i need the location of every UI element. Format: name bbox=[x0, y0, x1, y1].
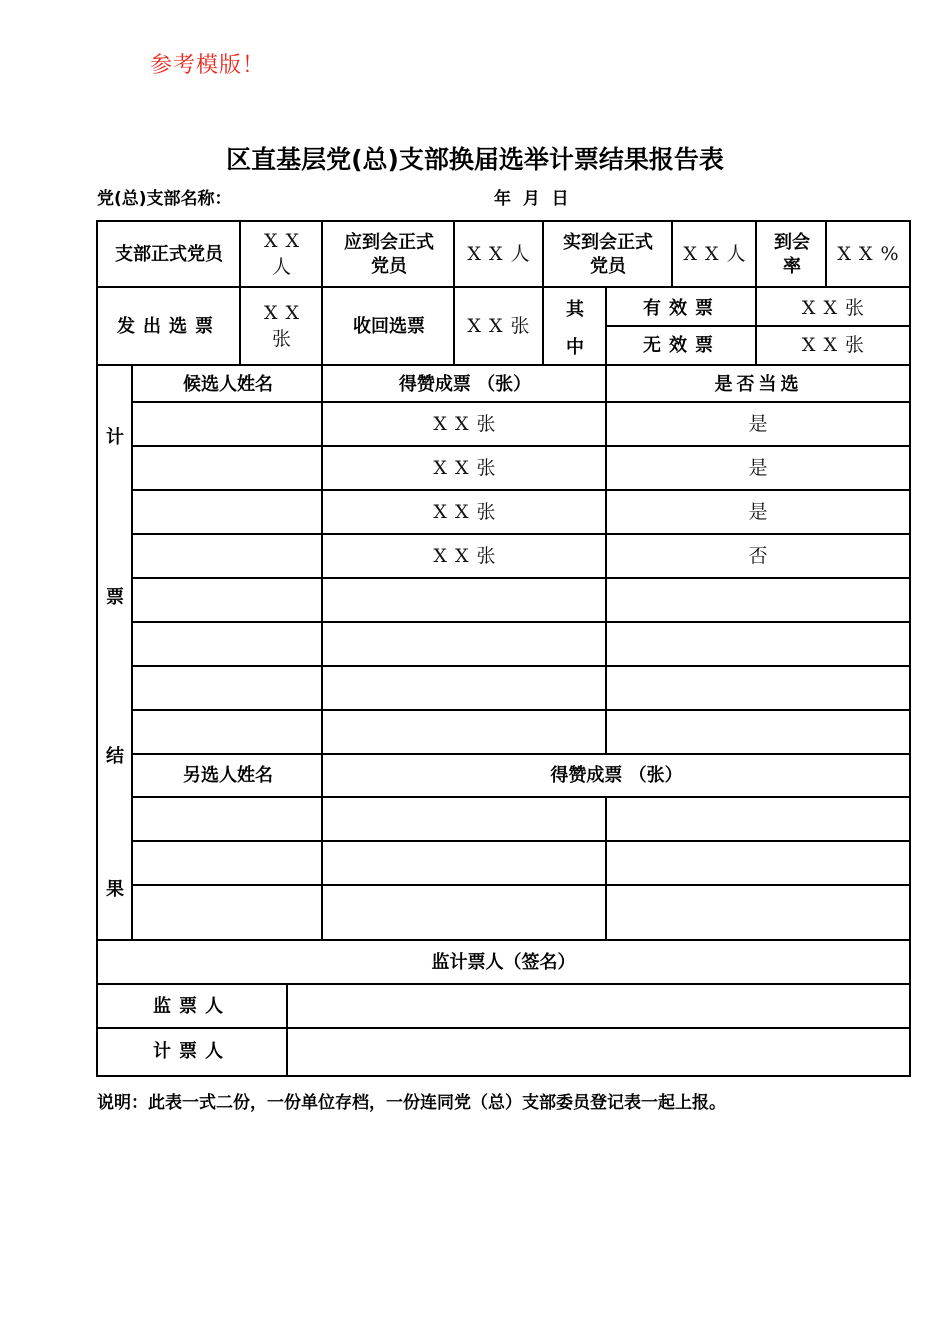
grid-line bbox=[131, 366, 133, 941]
candidate-elected-cell[interactable] bbox=[608, 624, 909, 666]
other-extra-cell[interactable] bbox=[608, 886, 909, 938]
grid-line bbox=[132, 533, 909, 535]
other-votes-cell[interactable] bbox=[324, 886, 606, 938]
side-label-char: 果 bbox=[106, 878, 124, 900]
candidate-name-cell[interactable] bbox=[134, 404, 322, 446]
other-extra-cell[interactable] bbox=[608, 842, 909, 884]
side-label-char: 计 bbox=[106, 426, 124, 448]
actual-attendance-label: 实到会正式党员 bbox=[563, 231, 653, 277]
candidate-elected-cell[interactable]: 是 bbox=[748, 501, 769, 524]
candidate-elected-cell[interactable] bbox=[608, 712, 909, 754]
grid-line bbox=[605, 288, 607, 366]
returned-ballots-value: X X 张 bbox=[467, 315, 531, 338]
supervisor-signature-field[interactable] bbox=[288, 986, 909, 1028]
candidate-name-cell[interactable] bbox=[134, 668, 322, 710]
date-label: 年 月 日 bbox=[494, 189, 569, 209]
grid-line bbox=[132, 489, 909, 491]
grid-line bbox=[132, 753, 909, 755]
candidate-name-cell[interactable] bbox=[134, 492, 322, 534]
side-label-char: 票 bbox=[106, 586, 124, 608]
candidate-votes-cell[interactable] bbox=[324, 668, 606, 710]
issued-ballots-label: 发出选票 bbox=[117, 315, 221, 337]
other-name-header: 另选人姓名 bbox=[183, 764, 273, 786]
issued-ballots-value: X X 张 bbox=[263, 302, 301, 350]
candidate-name-cell[interactable] bbox=[134, 536, 322, 578]
other-votes-header: 得赞成票 （张） bbox=[550, 764, 683, 786]
other-votes-cell[interactable] bbox=[324, 798, 606, 840]
attendance-rate-value: X X % bbox=[837, 243, 900, 266]
other-votes-cell[interactable] bbox=[324, 842, 606, 884]
candidate-votes-header: 得赞成票 （张） bbox=[398, 373, 532, 395]
candidate-votes-cell[interactable]: X X 张 bbox=[433, 545, 497, 568]
candidate-elected-cell[interactable]: 是 bbox=[748, 413, 769, 436]
candidate-name-header: 候选人姓名 bbox=[183, 373, 273, 395]
grid-line bbox=[286, 985, 288, 1076]
candidate-name-cell[interactable] bbox=[134, 712, 322, 754]
expected-attendance-label: 应到会正式党员 bbox=[344, 231, 434, 277]
candidate-votes-cell[interactable] bbox=[324, 712, 606, 754]
candidate-votes-cell[interactable] bbox=[324, 624, 606, 666]
among-label-top: 其 bbox=[566, 298, 584, 320]
form-title: 区直基层党(总)支部换届选举计票结果报告表 bbox=[226, 145, 724, 174]
grid-line bbox=[98, 286, 909, 288]
expected-attendance-value: X X 人 bbox=[467, 243, 531, 266]
grid-line bbox=[132, 884, 909, 886]
among-label-bottom: 中 bbox=[566, 336, 584, 358]
candidate-elected-cell[interactable]: 否 bbox=[748, 545, 769, 568]
grid-line bbox=[132, 840, 909, 842]
grid-line bbox=[98, 1027, 909, 1029]
grid-line bbox=[605, 798, 607, 941]
grid-line bbox=[132, 401, 909, 403]
grid-line bbox=[825, 222, 827, 288]
grid-line bbox=[132, 665, 909, 667]
candidate-votes-cell[interactable]: X X 张 bbox=[433, 501, 497, 524]
grid-line bbox=[98, 983, 909, 985]
grid-line bbox=[321, 366, 323, 941]
party-members-label: 支部正式党员 bbox=[115, 243, 223, 265]
invalid-ballots-label: 无效票 bbox=[643, 334, 721, 356]
other-name-cell[interactable] bbox=[134, 886, 322, 938]
grid-line bbox=[98, 939, 909, 941]
valid-ballots-value: X X 张 bbox=[801, 297, 866, 320]
valid-ballots-label: 有效票 bbox=[643, 297, 721, 319]
candidate-votes-cell[interactable] bbox=[324, 580, 606, 622]
candidate-elected-cell[interactable]: 是 bbox=[748, 457, 769, 480]
other-name-cell[interactable] bbox=[134, 798, 322, 840]
candidate-votes-cell[interactable]: X X 张 bbox=[433, 413, 497, 436]
grid-line bbox=[755, 222, 757, 366]
side-label-char: 结 bbox=[106, 745, 124, 767]
candidate-name-cell[interactable] bbox=[134, 580, 322, 622]
signers-header: 监计票人（签名） bbox=[431, 951, 576, 973]
party-members-value: X X 人 bbox=[263, 230, 301, 278]
grid-line bbox=[321, 222, 323, 366]
grid-line bbox=[132, 577, 909, 579]
branch-name-label: 党(总)支部名称： bbox=[97, 189, 232, 209]
other-extra-cell[interactable] bbox=[608, 798, 909, 840]
candidate-name-cell[interactable] bbox=[134, 448, 322, 490]
counter-signature-field[interactable] bbox=[288, 1030, 909, 1075]
returned-ballots-label: 收回选票 bbox=[353, 315, 425, 337]
attendance-rate-label: 到会率 bbox=[774, 231, 810, 277]
candidate-votes-cell[interactable]: X X 张 bbox=[433, 457, 497, 480]
counter-label: 计票人 bbox=[153, 1041, 231, 1063]
candidate-elected-cell[interactable] bbox=[608, 668, 909, 710]
candidate-elected-header: 是否当选 bbox=[714, 373, 803, 395]
invalid-ballots-value: X X 张 bbox=[801, 334, 866, 357]
grid-line bbox=[132, 709, 909, 711]
supervisor-label: 监票人 bbox=[153, 995, 231, 1017]
actual-attendance-value: X X 人 bbox=[683, 243, 747, 266]
candidate-name-cell[interactable] bbox=[134, 624, 322, 666]
candidate-elected-cell[interactable] bbox=[608, 580, 909, 622]
grid-line bbox=[132, 445, 909, 447]
grid-line bbox=[239, 222, 241, 366]
grid-line bbox=[453, 222, 455, 366]
grid-line bbox=[671, 222, 673, 288]
reference-template-note: 参考模版！ bbox=[150, 53, 266, 78]
grid-line bbox=[132, 621, 909, 623]
grid-line bbox=[605, 366, 607, 755]
grid-line bbox=[98, 364, 909, 366]
other-name-cell[interactable] bbox=[134, 842, 322, 884]
grid-line bbox=[606, 325, 909, 327]
grid-line bbox=[542, 222, 544, 366]
grid-line bbox=[132, 796, 909, 798]
footnote: 说明：此表一式二份，一份单位存档，一份连同党（总）支部委员登记表一起上报。 bbox=[97, 1093, 726, 1113]
